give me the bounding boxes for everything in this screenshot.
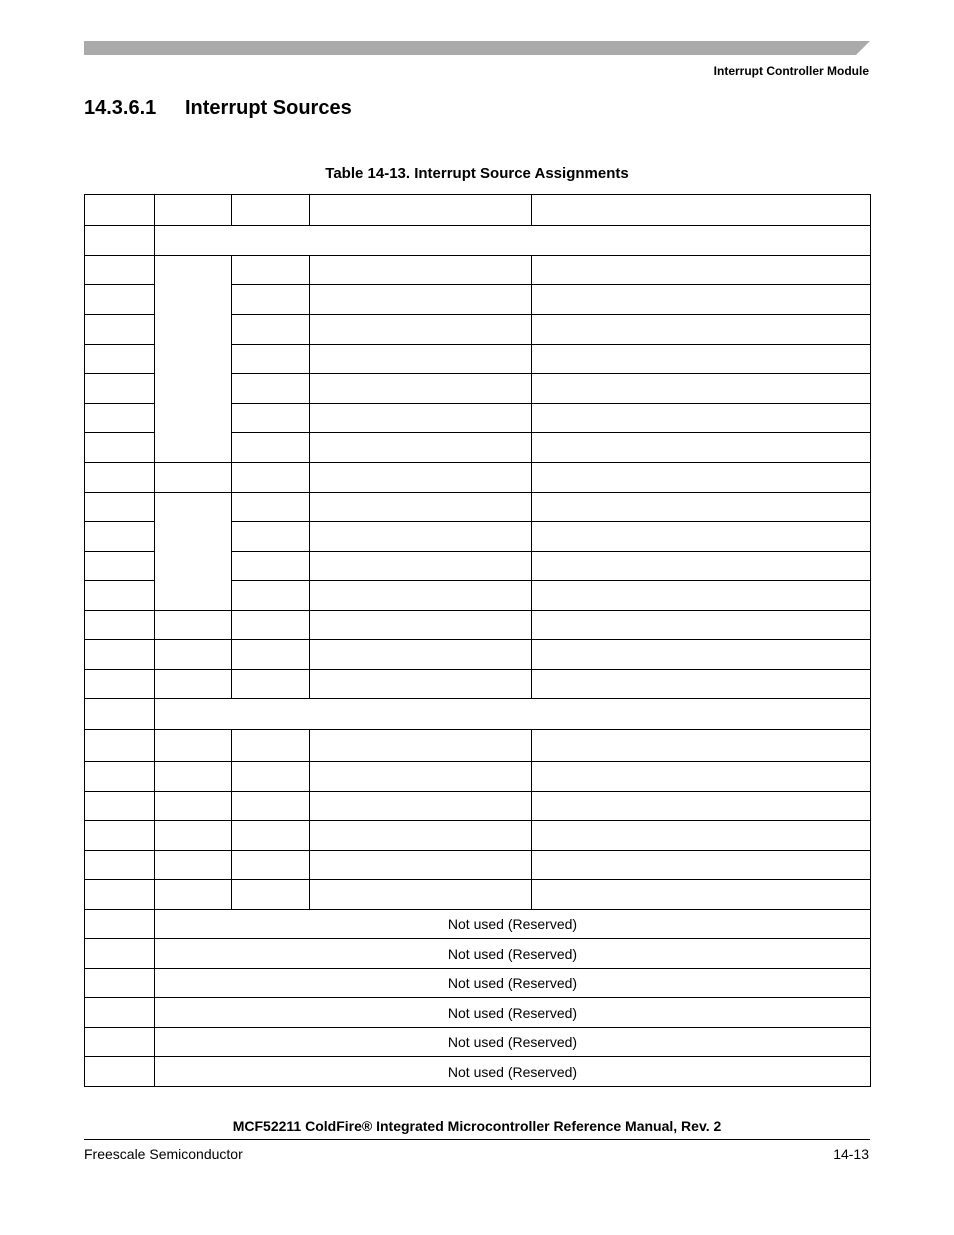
reserved-cell: Not used (Reserved) — [155, 1057, 871, 1087]
table-row — [85, 256, 871, 285]
reserved-cell: Not used (Reserved) — [155, 969, 871, 998]
table-row — [85, 699, 871, 730]
table-row — [85, 939, 871, 969]
table-row — [85, 640, 871, 670]
footer-company: Freescale Semiconductor — [84, 1146, 243, 1162]
table-row — [85, 998, 871, 1028]
table-row — [85, 1028, 871, 1057]
table-row — [85, 670, 871, 699]
table-row — [85, 463, 871, 493]
table-caption: Table 14-13. Interrupt Source Assignments — [325, 165, 629, 182]
reserved-cell: Not used (Reserved) — [155, 939, 871, 969]
section-number: 14.3.6.1 — [84, 97, 157, 119]
table-row — [85, 821, 871, 851]
table-row — [85, 880, 871, 910]
footer-page-number: 14-13 — [833, 1146, 869, 1162]
table-row — [85, 1057, 871, 1087]
table-row — [85, 762, 871, 792]
footer-divider — [84, 1139, 870, 1140]
section-heading — [84, 97, 352, 120]
table-row — [85, 611, 871, 640]
table-row — [85, 226, 871, 256]
table-row — [85, 792, 871, 821]
header-decorative-bar — [84, 41, 870, 55]
table-row — [85, 730, 871, 762]
footer-manual-title: MCF52211 ColdFire® Integrated Microcontroller Reference Manual, Rev. 2 — [232, 1118, 722, 1134]
reserved-cell: Not used (Reserved) — [155, 910, 871, 939]
table-row — [85, 910, 871, 939]
table-row — [85, 493, 871, 522]
table-row — [85, 851, 871, 880]
reserved-cell: Not used (Reserved) — [155, 1028, 871, 1057]
table-row — [85, 969, 871, 998]
interrupt-source-table — [84, 194, 871, 1087]
section-title: Interrupt Sources — [185, 97, 352, 119]
reserved-cell: Not used (Reserved) — [155, 998, 871, 1028]
table-row — [85, 195, 871, 226]
running-head: Interrupt Controller Module — [713, 64, 869, 78]
